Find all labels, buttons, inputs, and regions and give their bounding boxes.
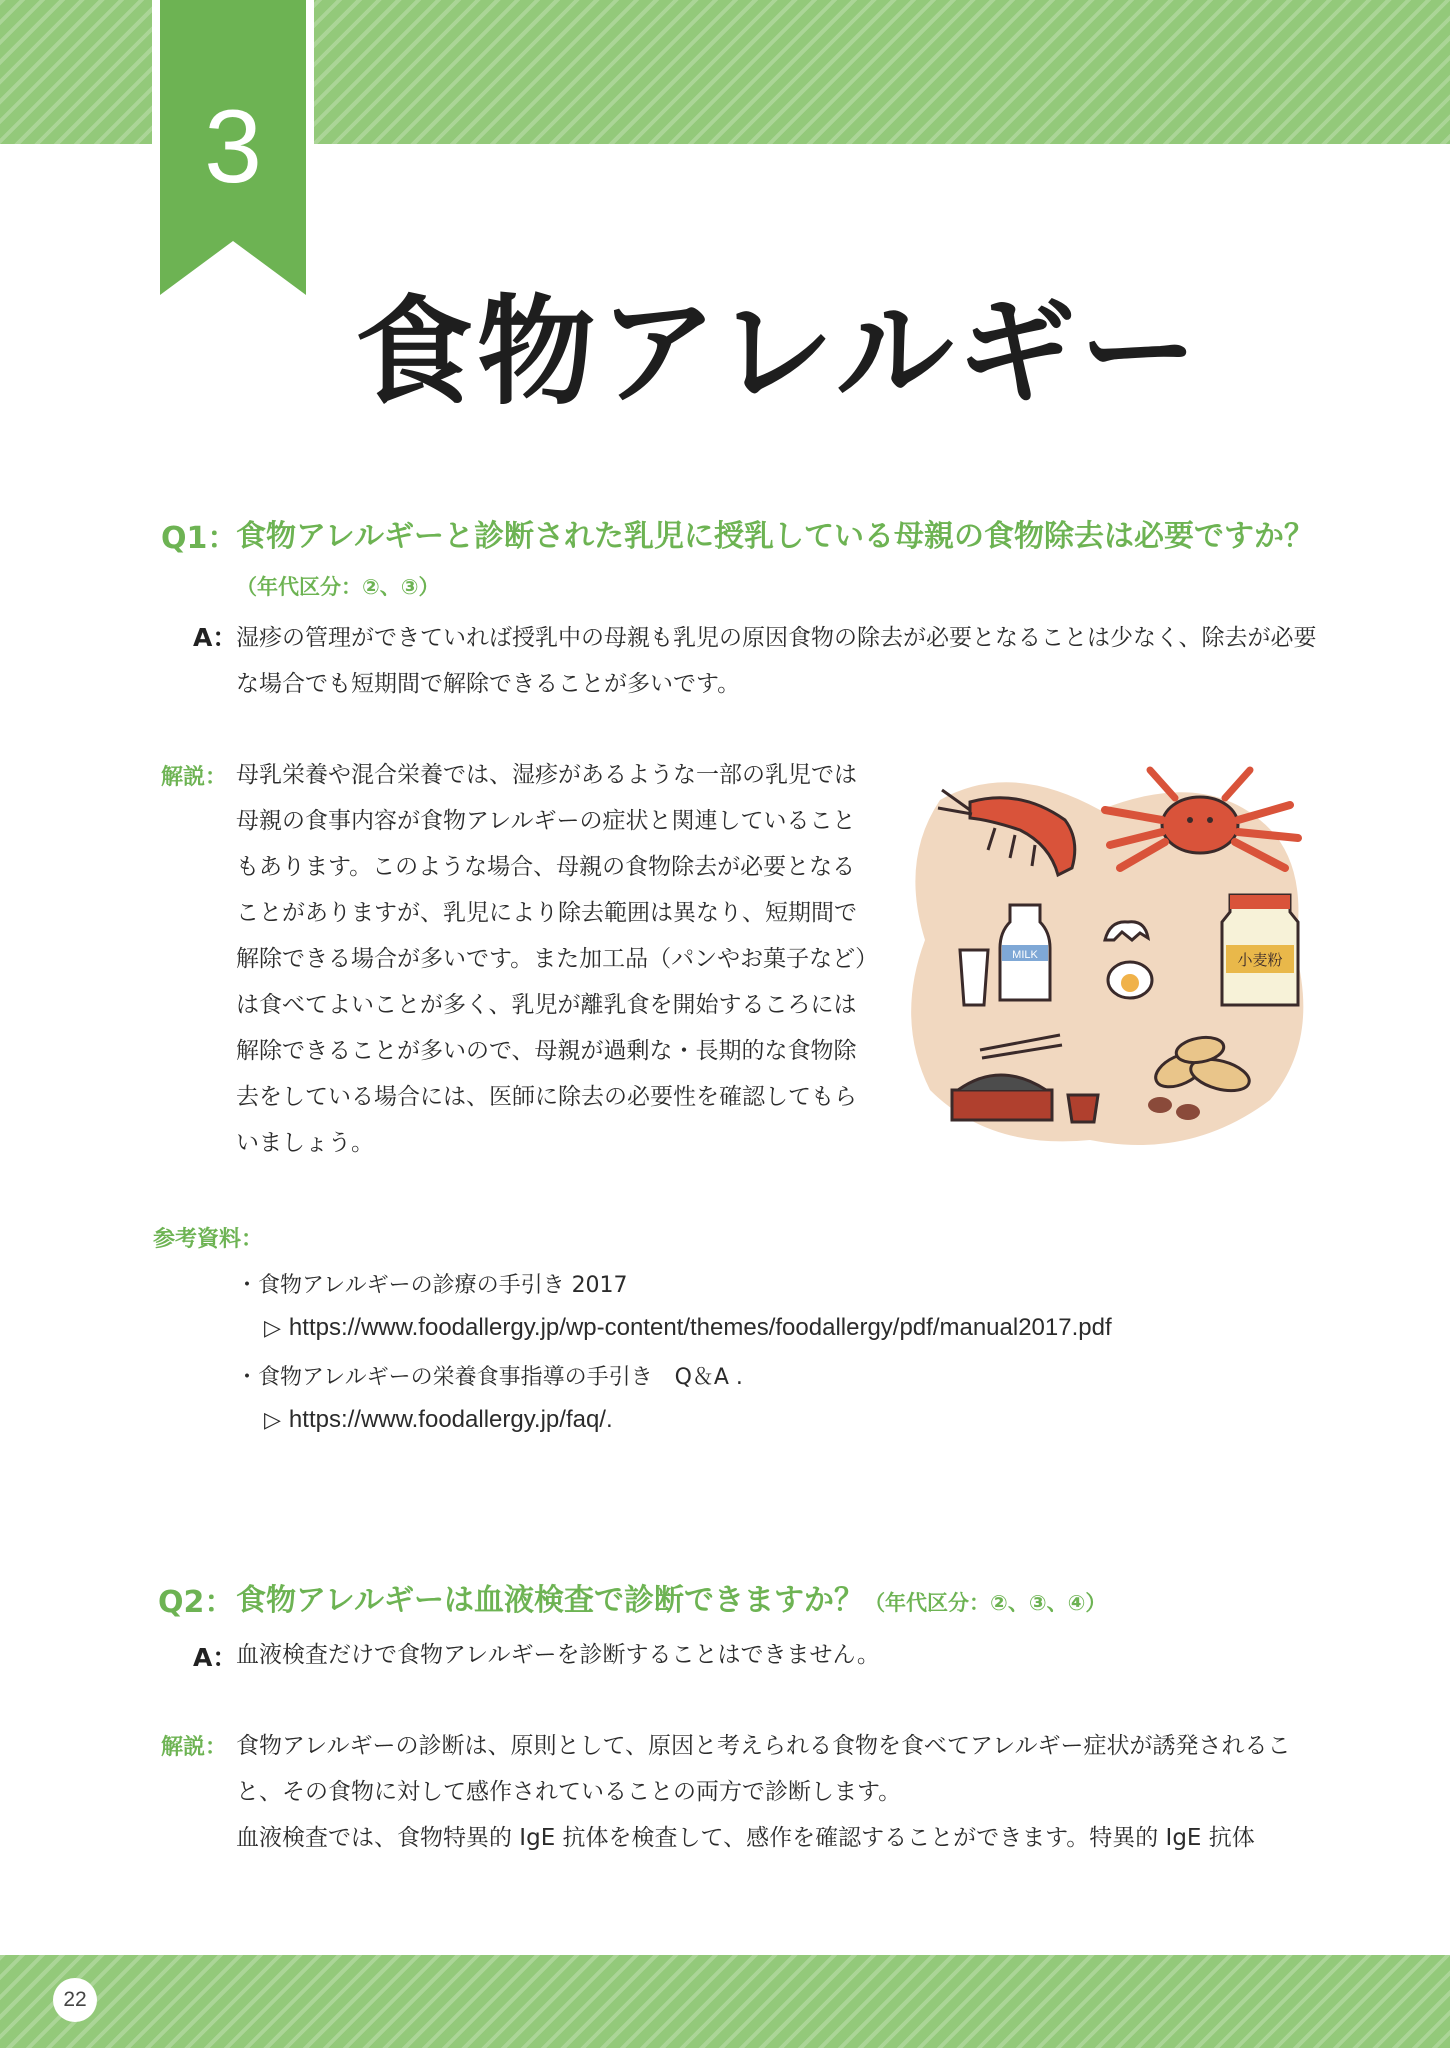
q1-label: Q1： (161, 521, 238, 556)
reference-link-1[interactable] (264, 1314, 1112, 1342)
milk-label: MILK (1012, 949, 1038, 961)
q2-answer: 血液検査だけで食物アレルギーを診断することはできません。 (236, 1642, 880, 1668)
q2-question (236, 1577, 1336, 1627)
flour-label: 小麦粉 (1237, 951, 1283, 969)
flour-bag-icon (1222, 895, 1298, 1005)
references-label: 参考資料： (153, 1227, 264, 1252)
q1-question (236, 513, 1336, 611)
q2-label: Q2： (158, 1585, 235, 1620)
q2-explanation-1: 食物アレルギーの診断は、原則として、原因と考えられる食物を食べてアレルギー症状が誘発されること、その食物に対して感作されていることの両方で診断します。 (236, 1733, 1291, 1805)
q1-explanation-label: 解説： (161, 765, 228, 790)
q1-explanation: 母乳栄養や混合栄養では、湿疹があるような一部の乳児では母親の食事内容が食物アレルギーの症状と関連していることもあります。このような場合、母親の食物除去が必要となることがありますが、乳児により除去範囲は異なり、短期間で解除できる場合が多いです。また加工品（パンやお菓子など）は食べてよいことが多く、乳児が離乳食を開始するころには解除できることが多いので、母親が過剰な・長期的な食物除去をしている場合には、医師に除去の必要性を確認してもらいましょう。 (236, 762, 867, 1156)
q1-age-note: （年代区分：②、③） (236, 575, 440, 599)
q2-answer-label: A： (193, 1643, 238, 1672)
allergen-foods-illustration (900, 750, 1320, 1160)
q2-question-text: 食物アレルギーは血液検査で診断できますか？ (236, 1583, 865, 1618)
q1-answer: 湿疹の管理ができていれば授乳中の母親も乳児の原因食物の除去が必要となることは少なく、除去が必要な場合でも短期間で解除できることが多いです。 (236, 625, 1317, 697)
glass-of-milk-icon (960, 950, 988, 1005)
reference-title-1: ・食物アレルギーの診療の手引き 2017 (236, 1273, 628, 1298)
page-number: 22 (53, 1978, 97, 2022)
q2-explanation-2: 血液検査では、食物特異的 IgE 抗体を検査して、感作を確認することができます。特異的 IgE 抗体 (236, 1825, 1255, 1851)
q2-explanation-label: 解説： (161, 1735, 228, 1760)
page-title: 食物アレルギー (355, 283, 1202, 421)
play-arrow-icon: ▷ (264, 1315, 281, 1340)
q2-age-note: （年代区分：②、③、④） (864, 1591, 1107, 1615)
q1-answer-label: A： (193, 623, 238, 652)
reference-url-2[interactable]: https://www.foodallergy.jp/faq/. (288, 1406, 613, 1433)
footer-stripe-band (0, 1955, 1450, 2048)
reference-link-2[interactable] (264, 1406, 613, 1434)
chapter-number: 3 (204, 89, 262, 205)
q1-question-text: 食物アレルギーと診断された乳児に授乳している母親の食物除去は必要ですか？ (236, 519, 1315, 554)
play-arrow-icon: ▷ (264, 1407, 281, 1432)
reference-url-1[interactable]: https://www.foodallergy.jp/wp-content/themes/foodallergy/pdf/manual2017.pdf (288, 1314, 1112, 1341)
reference-title-2: ・食物アレルギーの栄養食事指導の手引き Q＆A . (236, 1365, 743, 1390)
